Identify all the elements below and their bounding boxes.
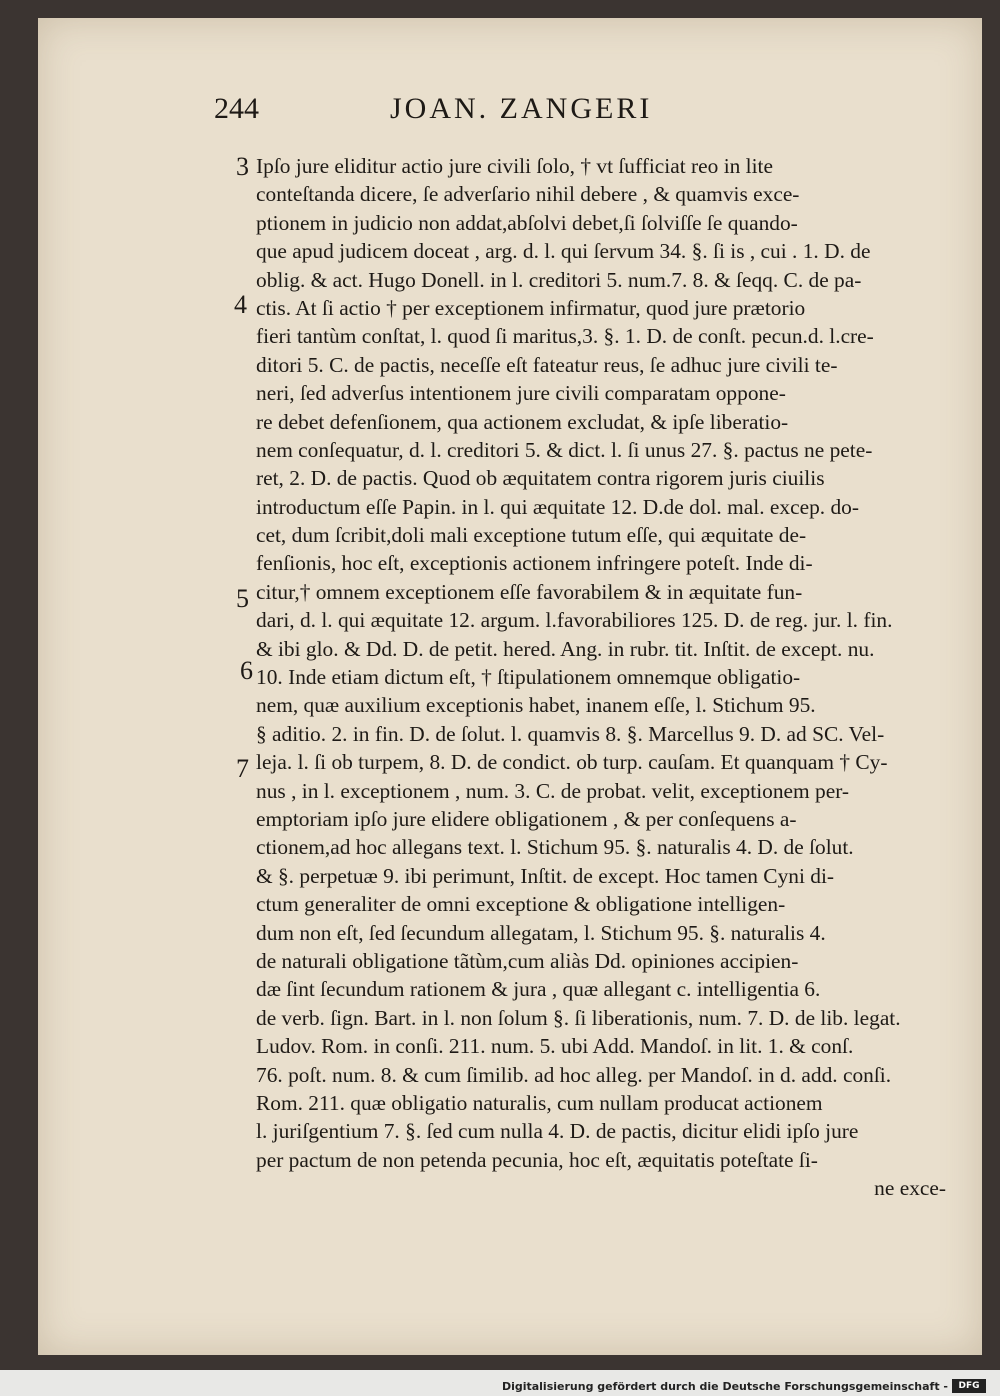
text-line: de verb. ſign. Bart. in l. non ſolum §. ſi liberationis, num. 7. D. de lib. legat. [256,1005,901,1030]
text-line: fenſionis, hoc eſt, exceptionis actionem infringere poteſt. Inde di- [256,551,813,576]
body-text [256,152,946,1202]
text-line: que apud judicem doceat , arg. d. l. qui ſervum 34. §. ſi is , cui . 1. D. de [256,239,871,264]
dfg-logo: DFG [952,1379,986,1393]
text-line: & §. perpetuæ 9. ibi perimunt, Inſtit. de except. Hoc tamen Cyni di- [256,863,835,888]
text-line: conteſtanda dicere, ſe adverſario nihil debere , & quamvis exce- [256,182,800,207]
text-line: fieri tantùm conſtat, l. quod ſi maritus,3. §. 1. D. de conſt. pecun.d. l.cre- [256,324,874,349]
text-line: ctionem,ad hoc allegans text. l. Stichum 95. §. naturalis 4. D. de ſolut. [256,835,854,860]
text-line: de naturali obligatione tãtùm,cum aliàs Dd. opiniones accipien- [256,948,799,973]
text-line: neri, ſed adverſus intentionem jure civili comparatam oppone- [256,381,786,406]
text-line: leja. l. ſi ob turpem, 8. D. de condict. ob turp. cauſam. Et quanquam † Cy- [256,750,888,775]
catchword: ne exce- [874,1176,946,1201]
text-line: ctum generaliter de omni exceptione & obligatione intelligen- [256,892,786,917]
text-line: nus , in l. exceptionem , num. 3. C. de probat. velit, exceptionem per- [256,778,850,803]
text-line: oblig. & act. Hugo Donell. in l. creditori 5. num.7. 8. & ſeqq. C. de pa- [256,267,862,292]
margin-number: 3 [236,152,249,181]
text-line: ret, 2. D. de pactis. Quod ob æquitatem contra rigorem juris ciuilis [256,466,825,491]
text-line: Ipſo jure eliditur actio jure civili ſolo, † vt ſufficiat reo in lite [256,154,773,178]
text-line: nem conſequatur, d. l. creditori 5. & dict. l. ſi unus 27. §. pactus ne pete- [256,437,873,462]
text-line: 10. Inde etiam dictum eſt, † ſtipulationem omnemque obligatio- [256,665,801,690]
text-line: introductum eſſe Papin. in l. qui æquitate 12. D.de dol. mal. excep. do- [256,494,859,519]
text-line: dari, d. l. qui æquitate 12. argum. l.favorabiliores 125. D. de reg. jur. l. fin. [256,608,893,633]
text-line: emptoriam ipſo jure elidere obligationem , & per conſequens a- [256,806,797,831]
text-line: 76. poſt. num. 8. & cum ſimilib. ad hoc alleg. per Mandoſ. in d. add. conſi. [256,1062,892,1087]
text-line: dum non eſt, ſed ſecundum allegatam, l. Stichum 95. §. naturalis 4. [256,920,826,945]
margin-number: 4 [234,290,247,319]
margin-number: 5 [236,584,249,613]
text-line: ptionem in judicio non addat,abſolvi debet,ſi ſolviſſe ſe quando- [256,210,798,235]
margin-number: 7 [236,754,249,783]
text-line: & ibi glo. & Dd. D. de petit. hered. Ang. in rubr. tit. Inſtit. de except. nu. [256,636,875,661]
text-line: ditori 5. C. de pactis, neceſſe eſt fateatur reus, ſe adhuc jure civili te- [256,352,838,377]
text-line: re debet defenſionem, qua actionem excludat, & ipſe liberatio- [256,409,789,434]
funding-notice: Digitalisierung gefördert durch die Deutsche Forschungsgemeinschaft - [501,1380,948,1393]
running-title: JOAN. ZANGERI [390,92,653,125]
margin-number: 6 [240,656,253,685]
text-line: § aditio. 2. in fin. D. de ſolut. l. quamvis 8. §. Marcellus 9. D. ad SC. Vel- [256,721,885,746]
text-line: ctis. At ſi actio † per exceptionem infirmatur, quod jure prætorio [256,295,806,320]
text-line: Ludov. Rom. in conſi. 211. num. 5. ubi Add. Mandoſ. in lit. 1. & conſ. [256,1034,854,1059]
page-header [214,92,754,132]
text-line: per pactum de non petenda pecunia, hoc eſt, æquitatis poteſtate ſi- [256,1147,818,1172]
page-number: 244 [214,92,259,125]
text-line: cet, dum ſcribit,doli mali exceptione tutum eſſe, qui æquitate de- [256,523,807,548]
text-line: nem, quæ auxilium exceptionis habet, inanem eſſe, l. Stichum 95. [256,693,816,718]
text-line: Rom. 211. quæ obligatio naturalis, cum nullam producat actionem [256,1090,823,1115]
text-line: dæ ſint ſecundum rationem & jura , quæ allegant c. intelligentia 6. [256,977,821,1002]
footer-bar [0,1378,1000,1396]
text-line: citur,† omnem exceptionem eſſe favorabilem & in æquitate fun- [256,579,803,604]
text-line: l. juriſgentium 7. §. ſed cum nulla 4. D. de pactis, dicitur elidi ipſo jure [256,1119,859,1144]
